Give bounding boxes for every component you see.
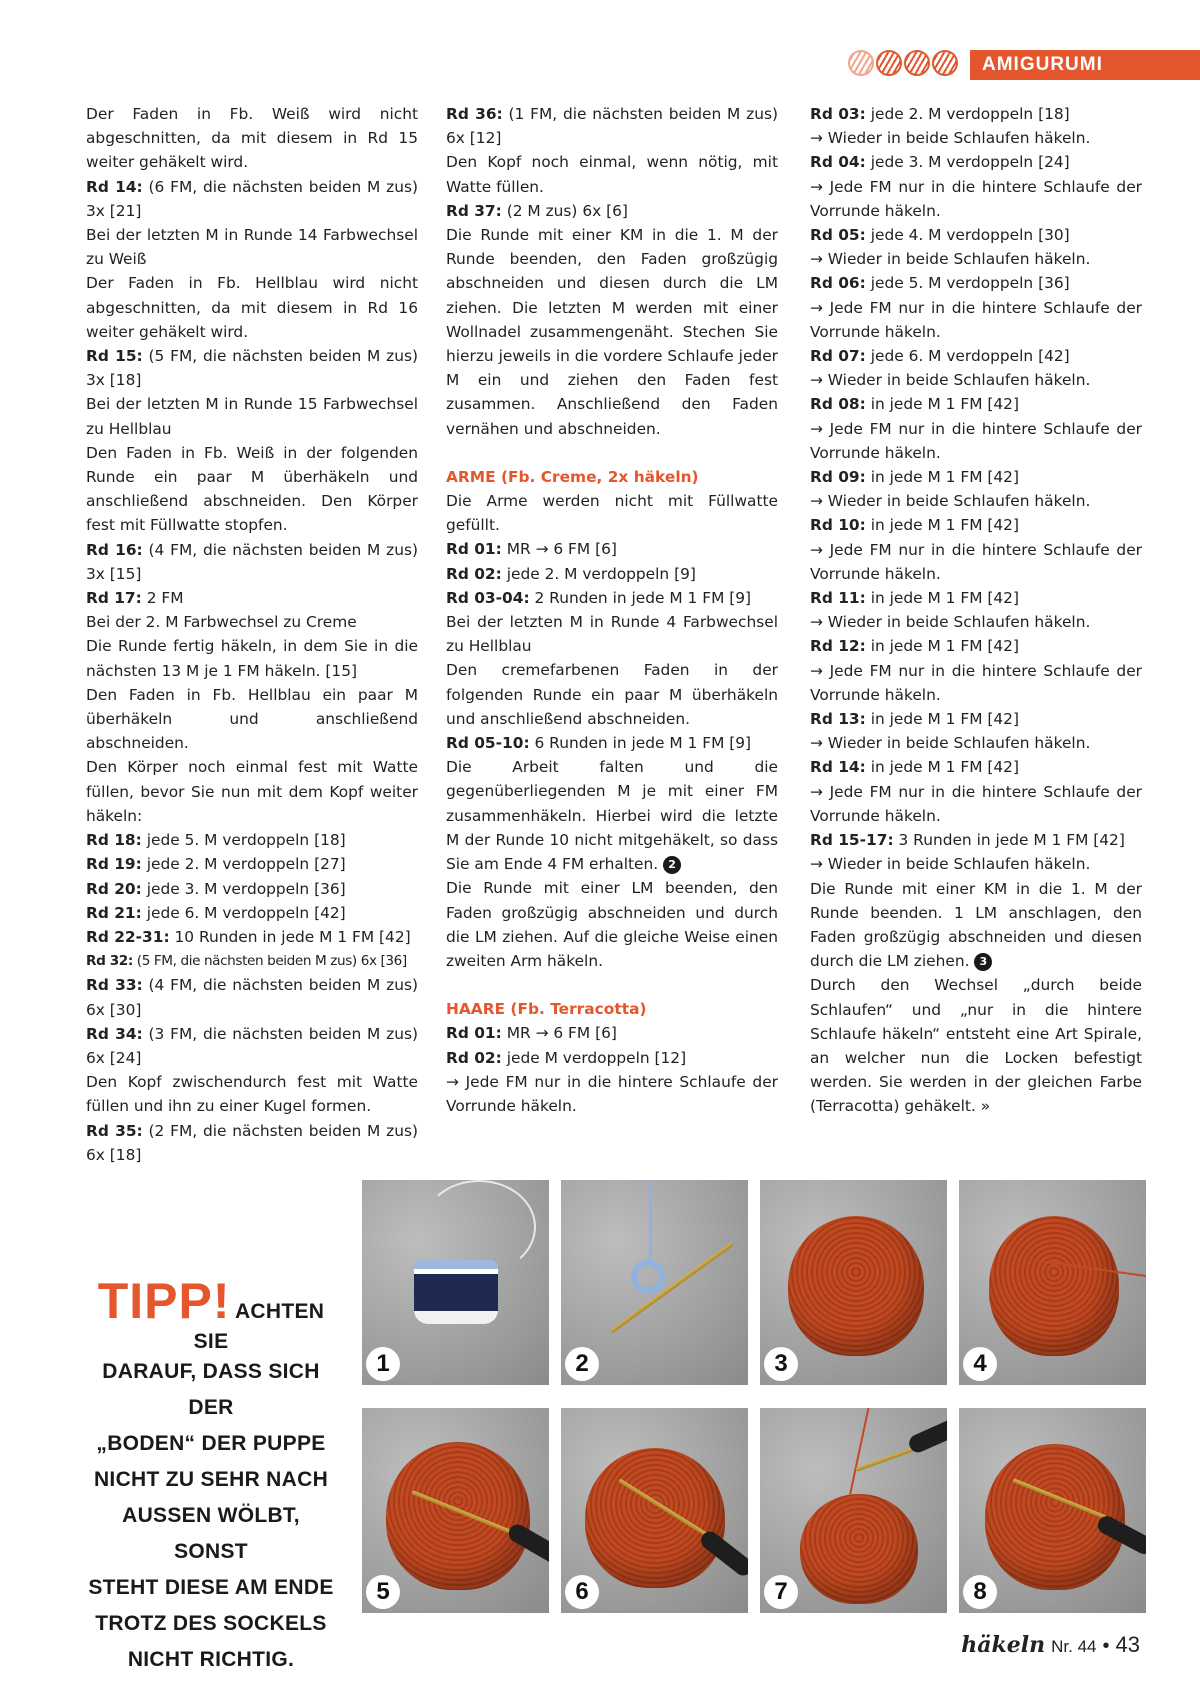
round-label: Rd 32: xyxy=(86,953,133,970)
instruction-line xyxy=(446,731,778,755)
instruction-line xyxy=(446,1070,778,1118)
instruction-line xyxy=(810,175,1142,223)
step-number: 5 xyxy=(366,1575,400,1609)
instruction-line xyxy=(446,1046,778,1070)
instruction-line xyxy=(86,610,418,634)
instruction-line xyxy=(86,683,418,756)
tip-line: AUSSEN WÖLBT, SONST xyxy=(122,1504,300,1563)
instruction-text: 2 Runden in jede M 1 FM [9] xyxy=(529,588,752,607)
step-photo-4 xyxy=(959,1180,1146,1385)
round-label: Rd 05: xyxy=(810,226,866,245)
instruction-line xyxy=(446,755,778,876)
round-label: Rd 37: xyxy=(446,201,502,220)
yarn-ball-icon xyxy=(932,50,958,76)
instruction-text: → Jede FM nur in die hintere Schlaufe der Vorrunde häkeln. xyxy=(810,177,1142,220)
step-reference-badge: 3 xyxy=(974,953,992,971)
instruction-text: 10 Runden in jede M 1 FM [42] xyxy=(169,927,411,946)
step-photo-2 xyxy=(561,1180,748,1385)
step-number: 1 xyxy=(366,1347,400,1381)
instruction-text: MR → 6 FM [6] xyxy=(501,540,617,559)
page-number: 43 xyxy=(1115,1632,1140,1657)
instruction-text: Der Faden in Fb. Hellblau wird nicht abgeschnitten, da mit diesem in Rd 16 weiter gehäkelt wird. xyxy=(86,274,418,341)
instruction-line xyxy=(810,247,1142,271)
instruction-line xyxy=(446,586,778,610)
instruction-text: Die Runde mit einer KM in die 1. M der Runde beenden, den Faden großzügig abschneiden und diesen durch die LM ziehen. Die letzten M werden mit einer Wollnadel zusammengenäht. Stechen Sie hierzu jeweils in die vordere Schlaufe jeder M ein und ziehen den Faden fest zusammen. Anschließend den Faden vernähen und abschneiden. xyxy=(446,226,778,438)
page-header xyxy=(0,50,1200,80)
instruction-text: jede 6. M verdoppeln [42] xyxy=(865,347,1070,366)
round-label: Rd 14: xyxy=(86,177,143,196)
step-number: 6 xyxy=(565,1575,599,1609)
instruction-line xyxy=(810,271,1142,295)
instruction-line xyxy=(86,1022,418,1070)
round-label: Rd 12: xyxy=(810,637,866,656)
instruction-line xyxy=(810,973,1142,1118)
round-label: Rd 20: xyxy=(86,879,142,898)
round-label: Rd 18: xyxy=(86,831,142,850)
instruction-text: jede 3. M verdoppeln [36] xyxy=(141,879,346,898)
instruction-text: (4 FM, die nächsten beiden M zus) 3x [15] xyxy=(86,540,418,583)
instruction-text: jede 5. M verdoppeln [36] xyxy=(865,274,1070,293)
round-label: Rd 09: xyxy=(810,468,866,487)
instruction-text: 2 FM xyxy=(141,589,184,608)
instruction-text: (4 FM, die nächsten beiden M zus) 6x [30] xyxy=(86,976,418,1019)
instruction-text: (6 FM, die nächsten beiden M zus) 3x [21] xyxy=(86,177,418,220)
instruction-text: Bei der letzten M in Runde 4 Farbwechsel zu Hellblau xyxy=(446,613,778,656)
instruction-text: (5 FM, die nächsten beiden M zus) 3x [18] xyxy=(86,347,418,390)
round-label: Rd 19: xyxy=(86,855,142,874)
instruction-line xyxy=(86,949,418,973)
instruction-line xyxy=(810,296,1142,344)
instruction-text: (1 FM, die nächsten beiden M zus) 6x [12] xyxy=(446,105,778,148)
round-label: Rd 08: xyxy=(810,395,866,414)
round-label: Rd 02: xyxy=(446,1048,502,1067)
instruction-line xyxy=(446,610,778,658)
instruction-line xyxy=(810,852,1142,876)
instruction-text: → Jede FM nur in die hintere Schlaufe der Vorrunde häkeln. xyxy=(810,540,1142,583)
instruction-line xyxy=(810,368,1142,392)
instruction-text: 3 Runden in jede M 1 FM [42] xyxy=(893,831,1125,850)
tip-line: „BODEN“ DER PUPPE xyxy=(96,1432,326,1455)
instruction-line xyxy=(810,707,1142,731)
tip-title: TIPP! xyxy=(97,1273,231,1329)
instruction-line xyxy=(810,417,1142,465)
step-number: 2 xyxy=(565,1347,599,1381)
round-label: Rd 04: xyxy=(810,153,866,172)
tip-line: DARAUF, DASS SICH DER xyxy=(102,1360,320,1419)
section-label: AMIGURUMI xyxy=(970,50,1200,80)
instruction-text: Den cremefarbenen Faden in der folgenden Runde ein paar M überhäkeln und anschließend abschneiden. xyxy=(446,661,778,728)
instruction-line xyxy=(86,1070,418,1118)
instruction-text: jede 4. M verdoppeln [30] xyxy=(865,226,1070,245)
step-number: 3 xyxy=(764,1347,798,1381)
round-label: Rd 01: xyxy=(446,540,502,559)
instruction-text: (5 FM, die nächsten beiden M zus) 6x [36] xyxy=(132,953,407,970)
instruction-text: → Wieder in beide Schlaufen häkeln. xyxy=(810,250,1091,269)
round-label: Rd 10: xyxy=(810,516,866,535)
round-label: Rd 22-31: xyxy=(86,927,170,946)
instruction-text: Durch den Wechsel „durch beide Schlaufen“ und „nur in die hintere Schlaufe häkeln“ entsteht eine Art Spirale, an welcher nun die Locken befestigt werden. Sie werden in der gleichen Farbe (Terracotta) gehäkelt. » xyxy=(810,976,1142,1116)
instruction-line xyxy=(446,1021,778,1045)
instruction-line xyxy=(86,271,418,344)
yarn-ball-icon xyxy=(848,50,874,76)
tip-line: STEHT DIESE AM ENDE xyxy=(88,1576,334,1599)
instruction-line xyxy=(810,102,1142,126)
round-label: Rd 15-17: xyxy=(810,831,894,850)
instruction-text: Der Faden in Fb. Weiß wird nicht abgeschnitten, da mit diesem in Rd 15 weiter gehäkelt wird. xyxy=(86,105,418,172)
instruction-line xyxy=(446,658,778,731)
instruction-text: Bei der letzten M in Runde 15 Farbwechsel zu Hellblau xyxy=(86,395,418,438)
instruction-text: 6 Runden in jede M 1 FM [9] xyxy=(529,734,752,753)
instruction-line xyxy=(86,175,418,223)
magazine-logo: häkeln xyxy=(961,1632,1046,1658)
instruction-text: (2 M zus) 6x [6] xyxy=(501,201,628,220)
round-label: Rd 13: xyxy=(810,710,866,729)
instruction-text: Die Arme werden nicht mit Füllwatte gefüllt. xyxy=(446,492,778,535)
instruction-line xyxy=(86,1119,418,1167)
tip-line: NICHT ZU SEHR NACH xyxy=(93,1468,329,1491)
instruction-text: (3 FM, die nächsten beiden M zus) 6x [24] xyxy=(86,1024,418,1067)
instruction-text: Den Faden in Fb. Hellblau ein paar M überhäkeln und anschließend abschneiden. xyxy=(86,685,418,753)
yarn-ball-icon xyxy=(876,50,902,76)
round-label: Rd 07: xyxy=(810,347,866,366)
round-label: Rd 14: xyxy=(810,758,866,777)
tip-text xyxy=(86,1354,336,1678)
instruction-text: → Wieder in beide Schlaufen häkeln. xyxy=(810,613,1091,632)
instruction-text: in jede M 1 FM [42] xyxy=(865,637,1019,656)
instruction-text: → Wieder in beide Schlaufen häkeln. xyxy=(810,734,1091,753)
instruction-text: Die Runde fertig häkeln, in dem Sie in die nächsten 13 M je 1 FM häkeln. [15] xyxy=(86,637,418,680)
instruction-text: in jede M 1 FM [42] xyxy=(865,758,1019,777)
instruction-line xyxy=(446,537,778,561)
instruction-text: Den Kopf noch einmal, wenn nötig, mit Watte füllen. xyxy=(446,153,778,196)
instruction-text: → Jede FM nur in die hintere Schlaufe der Vorrunde häkeln. xyxy=(810,661,1142,704)
instruction-line xyxy=(810,489,1142,513)
step-photo-3 xyxy=(760,1180,947,1385)
instruction-line xyxy=(446,562,778,586)
instruction-text: in jede M 1 FM [42] xyxy=(865,710,1019,729)
instruction-line xyxy=(86,586,418,610)
round-label: Rd 01: xyxy=(446,1024,502,1043)
round-label: Rd 34: xyxy=(86,1024,143,1043)
instruction-line xyxy=(86,901,418,925)
instruction-text: jede 2. M verdoppeln [27] xyxy=(141,855,346,874)
instruction-text: MR → 6 FM [6] xyxy=(501,1024,617,1043)
instruction-text: → Wieder in beide Schlaufen häkeln. xyxy=(810,492,1091,511)
instruction-line xyxy=(810,150,1142,174)
instruction-text: jede 3. M verdoppeln [24] xyxy=(865,153,1070,172)
round-label: Rd 03: xyxy=(810,105,866,123)
round-label: Rd 33: xyxy=(86,976,143,995)
step-photo-5 xyxy=(362,1408,549,1613)
instruction-line xyxy=(86,223,418,271)
instruction-line xyxy=(86,877,418,901)
round-label: Rd 06: xyxy=(810,274,866,293)
instruction-text: Die Arbeit falten und die gegenüberliegenden M je mit einer FM zusammenhäkeln. Hierbei wird die letzte M der Runde 10 nicht mitgehäkelt, so dass Sie am Ende 4 FM erhalten. xyxy=(446,758,778,874)
step-photo-8 xyxy=(959,1408,1146,1613)
round-label: Rd 15: xyxy=(86,347,143,366)
instruction-text: → Wieder in beide Schlaufen häkeln. xyxy=(810,855,1091,874)
instruction-line xyxy=(446,223,778,441)
instruction-line xyxy=(86,755,418,828)
instruction-line xyxy=(86,441,418,538)
step-number: 4 xyxy=(963,1347,997,1381)
round-label: Rd 17: xyxy=(86,589,142,608)
instruction-text: → Wieder in beide Schlaufen häkeln. xyxy=(810,371,1091,390)
instruction-line xyxy=(810,755,1142,779)
yarn-ball-icon xyxy=(904,50,930,76)
instruction-text: jede 6. M verdoppeln [42] xyxy=(141,903,346,922)
round-label: Rd 16: xyxy=(86,540,143,559)
instruction-line xyxy=(86,392,418,440)
instruction-line xyxy=(86,828,418,852)
tip-line: TROTZ DES SOCKELS xyxy=(95,1612,327,1635)
step-number: 8 xyxy=(963,1575,997,1609)
instruction-line xyxy=(810,659,1142,707)
instruction-line xyxy=(810,634,1142,658)
instruction-line xyxy=(446,876,778,973)
instruction-line xyxy=(446,489,778,537)
column-2 xyxy=(446,102,778,1118)
step-number: 7 xyxy=(764,1575,798,1609)
instruction-line xyxy=(86,925,418,949)
instruction-line xyxy=(810,586,1142,610)
instruction-text: (2 FM, die nächsten beiden M zus) 6x [18] xyxy=(86,1121,418,1164)
instruction-text: in jede M 1 FM [42] xyxy=(865,395,1019,414)
instruction-line xyxy=(810,465,1142,489)
round-label: Rd 02: xyxy=(446,564,502,583)
column-3 xyxy=(810,102,1142,1119)
instruction-text: → Wieder in beide Schlaufen häkeln. xyxy=(810,129,1091,148)
instruction-text: in jede M 1 FM [42] xyxy=(865,516,1019,535)
instruction-text: → Jede FM nur in die hintere Schlaufe der Vorrunde häkeln. xyxy=(810,782,1142,825)
instruction-line xyxy=(86,102,418,175)
instruction-line xyxy=(810,538,1142,586)
instruction-text: → Jede FM nur in die hintere Schlaufe der Vorrunde häkeln. xyxy=(446,1072,778,1115)
instruction-line xyxy=(86,634,418,682)
instruction-line xyxy=(810,780,1142,828)
round-label: Rd 03-04: xyxy=(446,588,530,607)
instruction-line xyxy=(810,126,1142,150)
issue-number: Nr. 44 xyxy=(1051,1637,1097,1656)
instruction-text: Den Körper noch einmal fest mit Watte füllen, bevor Sie nun mit dem Kopf weiter häkeln: xyxy=(86,758,418,825)
round-label: Rd 36: xyxy=(446,105,503,123)
tip-line: NICHT RICHTIG. xyxy=(127,1648,295,1671)
instruction-text: jede 2. M verdoppeln [18] xyxy=(865,105,1070,123)
step-photo-6 xyxy=(561,1408,748,1613)
instruction-line xyxy=(86,973,418,1021)
instruction-line xyxy=(86,538,418,586)
round-label: Rd 05-10: xyxy=(446,734,530,753)
instruction-line xyxy=(446,102,778,150)
column-1 xyxy=(86,102,418,1167)
instruction-text: Bei der 2. M Farbwechsel zu Creme xyxy=(86,613,357,632)
round-label: Rd 11: xyxy=(810,589,866,608)
instruction-line xyxy=(810,392,1142,416)
section-heading: ARME (Fb. Creme, 2x häkeln) xyxy=(446,467,699,486)
yarn-decoration xyxy=(848,50,958,78)
instruction-line xyxy=(810,828,1142,852)
instruction-text: Bei der letzten M in Runde 14 Farbwechsel zu Weiß xyxy=(86,226,418,269)
instruction-line xyxy=(810,731,1142,755)
instruction-line xyxy=(810,513,1142,537)
instruction-line xyxy=(446,199,778,223)
instruction-text: Den Faden in Fb. Weiß in der folgenden Runde ein paar M überhäkeln und anschließend abschneiden. Den Körper fest mit Füllwatte stopfen. xyxy=(86,443,418,535)
section-heading: HAARE (Fb. Terracotta) xyxy=(446,1000,647,1019)
step-reference-badge: 2 xyxy=(663,856,681,874)
instruction-text: → Jede FM nur in die hintere Schlaufe der Vorrunde häkeln. xyxy=(810,298,1142,341)
instruction-text: jede M verdoppeln [12] xyxy=(501,1048,687,1067)
tip-box xyxy=(86,1272,336,1678)
instruction-line xyxy=(810,610,1142,634)
footer-separator: • xyxy=(1102,1635,1110,1657)
instruction-line xyxy=(810,344,1142,368)
instruction-line xyxy=(810,877,1142,974)
step-photo-7 xyxy=(760,1408,947,1613)
instruction-text: Die Runde mit einer KM in die 1. M der Runde beenden. 1 LM anschlagen, den Faden großzügig abschneiden und diesen durch die LM ziehen. xyxy=(810,879,1142,971)
instruction-text: jede 2. M verdoppeln [9] xyxy=(501,564,696,583)
round-label: Rd 21: xyxy=(86,903,142,922)
round-label: Rd 35: xyxy=(86,1121,143,1140)
page-footer xyxy=(961,1632,1140,1658)
instruction-text: → Jede FM nur in die hintere Schlaufe der Vorrunde häkeln. xyxy=(810,419,1142,462)
instruction-text: in jede M 1 FM [42] xyxy=(865,589,1019,608)
instruction-text: in jede M 1 FM [42] xyxy=(865,468,1019,487)
instruction-text: Die Runde mit einer LM beenden, den Faden großzügig abschneiden und durch die LM ziehen. Auf die gleiche Weise einen zweiten Arm häkeln. xyxy=(446,879,778,970)
instruction-line xyxy=(446,150,778,198)
tip-first-line: ACHTEN SIE xyxy=(193,1300,325,1353)
instruction-line xyxy=(86,852,418,876)
step-photo-1 xyxy=(362,1180,549,1385)
instruction-text: Den Kopf zwischendurch fest mit Watte füllen und ihn zu einer Kugel formen. xyxy=(86,1073,418,1116)
instruction-line xyxy=(810,223,1142,247)
instruction-line xyxy=(86,344,418,392)
instruction-text: jede 5. M verdoppeln [18] xyxy=(141,831,346,850)
